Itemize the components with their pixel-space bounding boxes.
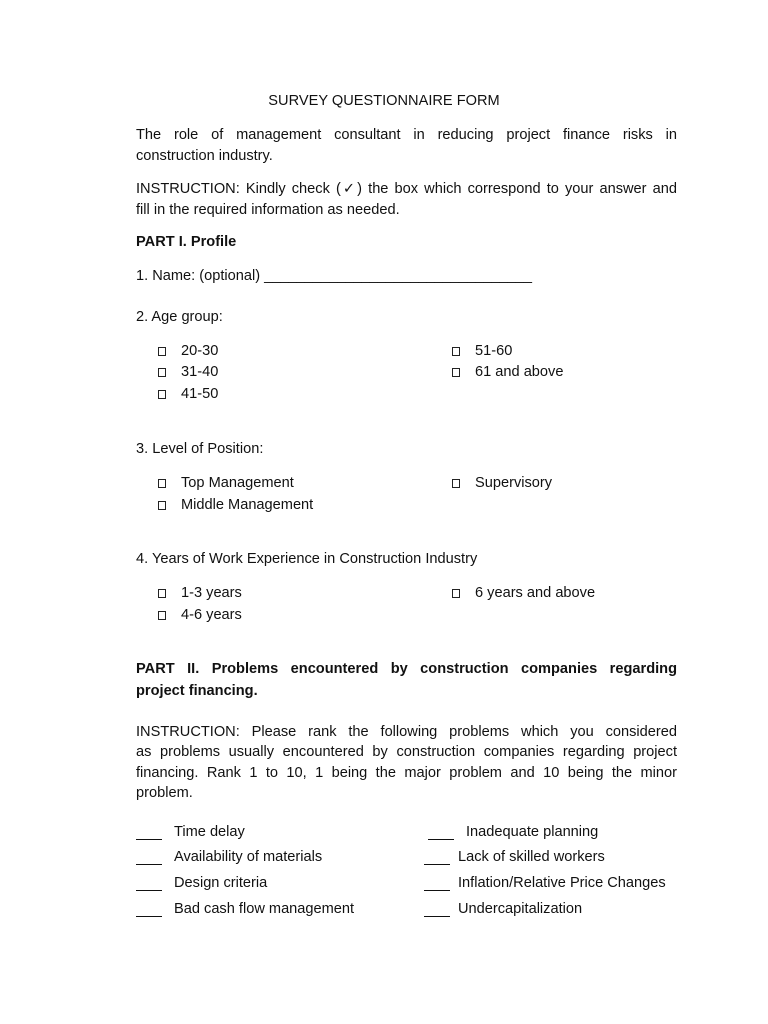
name-question[interactable]: 1. Name: (optional) _________________________________	[136, 268, 532, 284]
intro-paragraph	[136, 125, 677, 166]
rank-item-planning[interactable]	[428, 824, 598, 840]
experience-label: 4. Years of Work Experience in Construction Industry	[136, 551, 478, 567]
option-label: Middle Management	[181, 497, 314, 513]
position-label: 3. Level of Position:	[136, 441, 264, 457]
instruction-line-2: fill in the required information as needed.	[136, 201, 400, 218]
age-option-61-above[interactable]	[452, 364, 563, 380]
rank-blank[interactable]	[136, 904, 162, 917]
option-label: 6 years and above	[475, 585, 596, 601]
problem-label: Time delay	[174, 824, 245, 840]
rank-item-skilled-workers[interactable]	[424, 849, 605, 865]
option-label: 4-6 years	[181, 607, 242, 623]
rank-item-materials[interactable]	[136, 849, 322, 865]
intro-line-2: construction industry.	[136, 147, 273, 164]
position-option-middle[interactable]	[158, 497, 313, 513]
rank-blank[interactable]	[424, 852, 450, 865]
option-label: 1-3 years	[181, 585, 242, 601]
rank-blank[interactable]	[136, 827, 162, 840]
problem-label: Inadequate planning	[466, 824, 599, 840]
experience-option-1-3[interactable]	[158, 585, 242, 601]
problem-label: Design criteria	[174, 875, 268, 891]
instruction-paragraph	[136, 179, 677, 220]
rank-item-cash-flow[interactable]	[136, 901, 354, 917]
problem-label: Inflation/Relative Price Changes	[458, 875, 666, 891]
option-label: 20-30	[181, 343, 219, 359]
instruction-line-1: INSTRUCTION: Kindly check (✓) the box which correspond to your answer and	[136, 181, 677, 197]
age-option-41-50[interactable]	[158, 386, 218, 402]
rank-blank[interactable]	[428, 827, 454, 840]
part1-heading: PART I. Profile	[136, 234, 237, 250]
form-title: SURVEY QUESTIONNAIRE FORM	[268, 93, 500, 109]
option-label: Top Management	[181, 475, 294, 491]
rank-blank[interactable]	[424, 904, 450, 917]
option-label: 51-60	[475, 343, 513, 359]
option-label: Supervisory	[475, 475, 553, 491]
rank-item-undercapitalization[interactable]	[424, 901, 582, 917]
checkbox-icon[interactable]	[452, 589, 460, 598]
rank-item-time-delay[interactable]	[136, 824, 245, 840]
checkbox-icon[interactable]	[452, 347, 460, 356]
part2-instruction	[136, 722, 677, 804]
checkbox-icon[interactable]	[158, 390, 166, 399]
age-option-51-60[interactable]	[452, 343, 512, 359]
problem-label: Undercapitalization	[458, 901, 583, 917]
experience-option-6-above[interactable]	[452, 585, 595, 601]
checkbox-icon[interactable]	[158, 347, 166, 356]
experience-option-4-6[interactable]	[158, 607, 242, 623]
part2-heading	[136, 659, 677, 702]
age-group-label: 2. Age group:	[136, 309, 223, 325]
age-option-20-30[interactable]	[158, 343, 218, 359]
problem-label: Lack of skilled workers	[458, 849, 605, 865]
option-label: 31-40	[181, 364, 219, 380]
rank-item-inflation[interactable]	[424, 875, 666, 891]
part2-instruction-line-4: problem.	[136, 785, 193, 802]
option-label: 61 and above	[475, 364, 564, 380]
option-label: 41-50	[181, 386, 219, 402]
rank-item-design-criteria[interactable]	[136, 875, 267, 891]
checkbox-icon[interactable]	[158, 589, 166, 598]
rank-blank[interactable]	[136, 852, 162, 865]
checkbox-icon[interactable]	[158, 368, 166, 377]
age-option-31-40[interactable]	[158, 364, 218, 380]
checkbox-icon[interactable]	[452, 479, 460, 488]
rank-blank[interactable]	[136, 878, 162, 891]
position-option-supervisory[interactable]	[452, 475, 552, 491]
problem-label: Availability of materials	[174, 849, 323, 865]
part2-heading-line-1: PART II. Problems encountered by construction companies regarding	[136, 661, 677, 677]
checkbox-icon[interactable]	[158, 611, 166, 620]
part2-instruction-line-2: as problems usually encountered by construction companies regarding project	[136, 744, 677, 761]
part2-heading-line-2: project financing.	[136, 682, 258, 699]
part2-instruction-line-1: INSTRUCTION: Please rank the following problems which you considered	[136, 724, 677, 740]
rank-blank[interactable]	[424, 878, 450, 891]
problem-label: Bad cash flow management	[174, 901, 355, 917]
checkbox-icon[interactable]	[452, 368, 460, 377]
checkbox-icon[interactable]	[158, 501, 166, 510]
checkbox-icon[interactable]	[158, 479, 166, 488]
part2-instruction-line-3: financing. Rank 1 to 10, 1 being the major problem and 10 being the minor	[136, 764, 677, 781]
intro-line-1: The role of management consultant in reducing project finance risks in	[136, 127, 677, 143]
position-option-top[interactable]	[158, 475, 294, 491]
